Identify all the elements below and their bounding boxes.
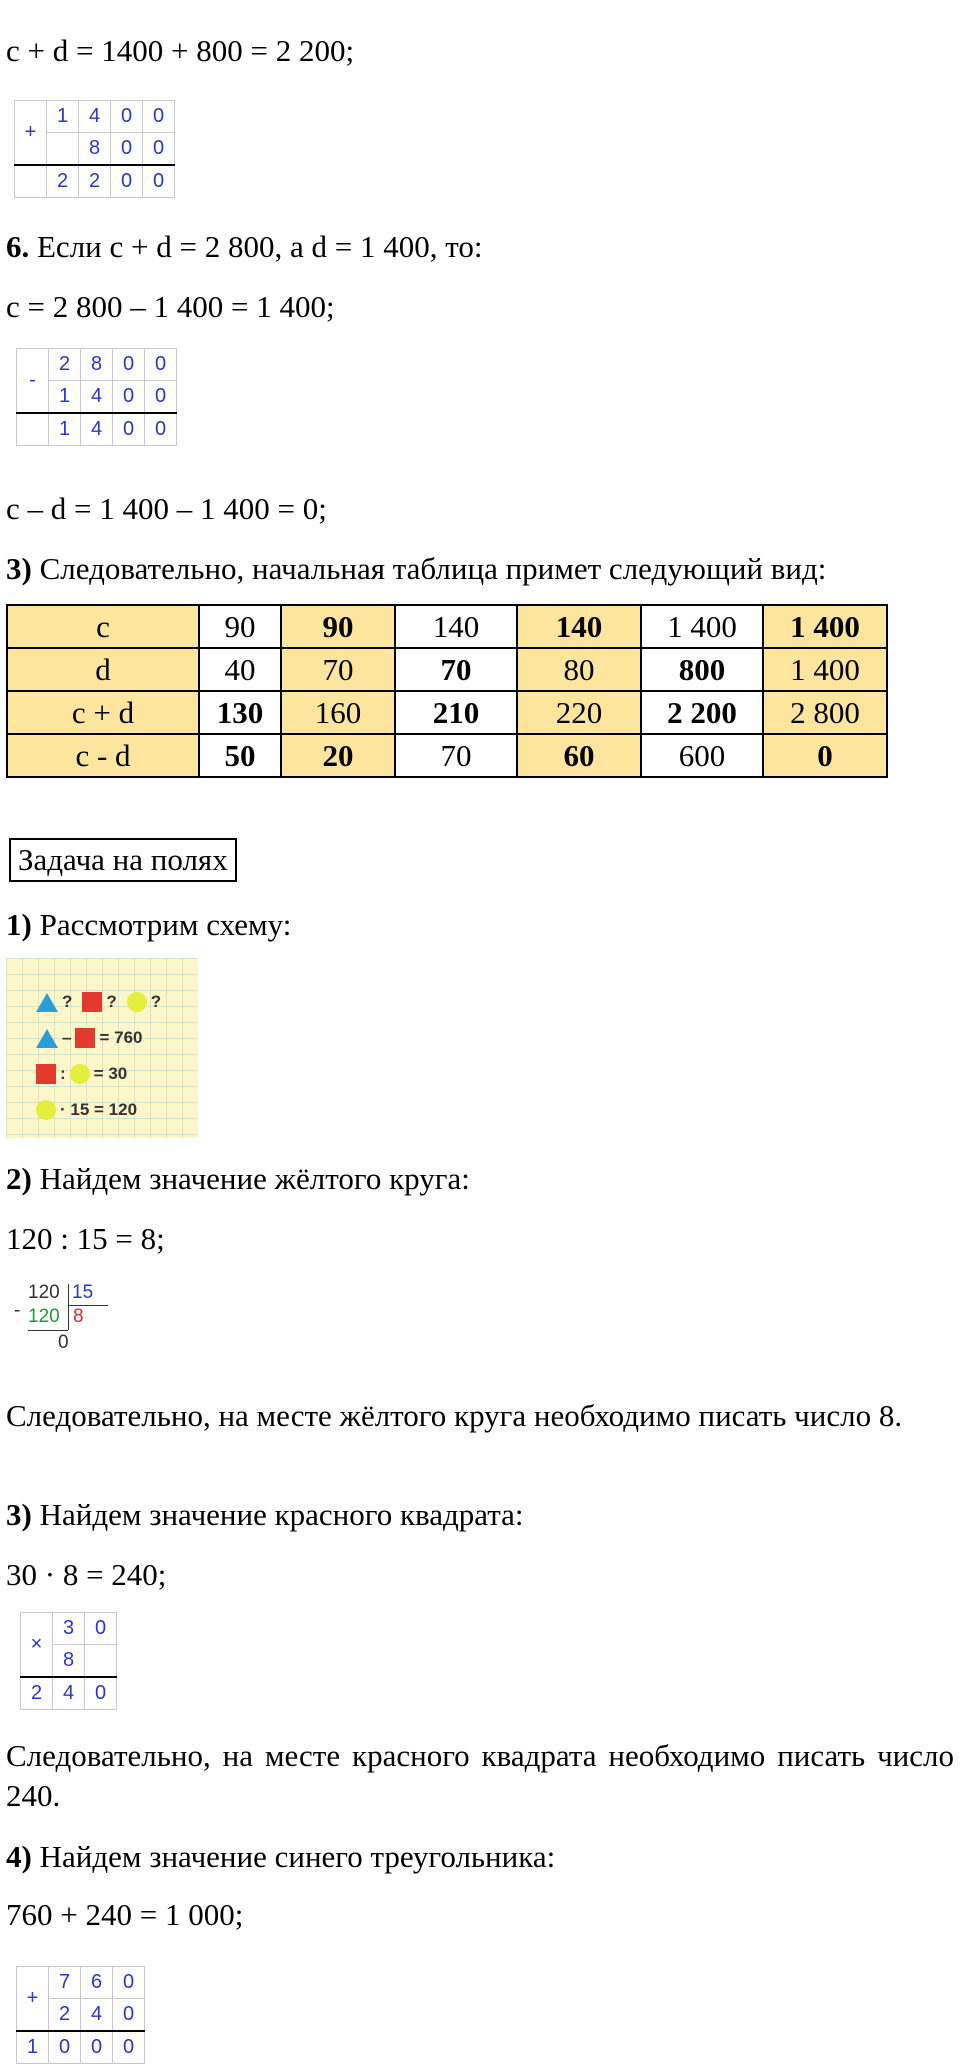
table-cell: 70 bbox=[281, 648, 395, 691]
digit: 0 bbox=[113, 1999, 145, 2032]
digit: 0 bbox=[113, 413, 145, 446]
scheme-row-1 bbox=[36, 990, 165, 1014]
equation-c: с = 2 800 – 1 400 = 1 400; bbox=[6, 289, 335, 324]
long-division bbox=[14, 1282, 114, 1362]
step-number: 1) bbox=[6, 907, 32, 942]
table-cell: 130 bbox=[199, 691, 281, 734]
digit: 8 bbox=[53, 1645, 85, 1678]
digit: 4 bbox=[79, 101, 111, 133]
table-row bbox=[7, 605, 887, 648]
digit: 4 bbox=[81, 381, 113, 414]
table-row bbox=[7, 648, 887, 691]
remainder: 0 bbox=[58, 1332, 69, 1353]
blue-triangle-icon bbox=[36, 1029, 58, 1048]
digit: 2 bbox=[49, 1999, 81, 2032]
yellow-circle-icon bbox=[70, 1064, 90, 1084]
digit: 0 bbox=[113, 381, 145, 414]
item-text: Если с + d = 2 800, а d = 1 400, то: bbox=[29, 229, 483, 264]
margin-task-title: Задача на полях bbox=[9, 838, 237, 882]
red-square-icon bbox=[75, 1028, 95, 1048]
question-mark: ? bbox=[62, 992, 73, 1011]
table-cell: 50 bbox=[199, 734, 281, 777]
column-addition-2 bbox=[16, 1966, 145, 2064]
digit: 0 bbox=[143, 101, 175, 133]
digit: 7 bbox=[49, 1967, 81, 1999]
item-3-heading bbox=[6, 550, 826, 588]
division-result-line bbox=[28, 1330, 68, 1331]
table-cell: 1 400 bbox=[763, 648, 887, 691]
minus-sign: – bbox=[62, 1028, 72, 1047]
table-cell: 2 800 bbox=[763, 691, 887, 734]
table-cell: 2 200 bbox=[641, 691, 763, 734]
row-header: d bbox=[7, 648, 199, 691]
equation-c-plus-d: c + d = 1400 + 800 = 2 200; bbox=[6, 33, 355, 68]
empty-cell bbox=[15, 165, 47, 198]
table-cell: 210 bbox=[395, 691, 517, 734]
step-3 bbox=[6, 1496, 524, 1534]
conclusion-red-square: Следовательно, на месте красного квадрата необходимо писать число 240. bbox=[6, 1738, 954, 1813]
digit: 0 bbox=[85, 1613, 117, 1645]
values-table bbox=[6, 604, 888, 778]
multiplication-equation: 30 · 8 = 240; bbox=[6, 1557, 167, 1592]
step-text: Найдем значение жёлтого круга: bbox=[31, 1161, 470, 1196]
empty-cell bbox=[17, 413, 49, 446]
digit: 1 bbox=[49, 381, 81, 414]
table-cell: 160 bbox=[281, 691, 395, 734]
scheme-row-3 bbox=[36, 1062, 131, 1086]
table-cell: 600 bbox=[641, 734, 763, 777]
digit: 1 bbox=[47, 101, 79, 133]
table-cell: 220 bbox=[517, 691, 641, 734]
table-cell: 800 bbox=[641, 648, 763, 691]
digit: 4 bbox=[81, 413, 113, 446]
table-cell: 1 400 bbox=[641, 605, 763, 648]
column-subtraction bbox=[16, 348, 177, 446]
scheme-value: = 30 bbox=[93, 1064, 128, 1083]
red-square-icon bbox=[36, 1064, 56, 1084]
digit: 0 bbox=[113, 2031, 145, 2064]
scheme-row-2 bbox=[36, 1026, 146, 1050]
digit: 0 bbox=[113, 1967, 145, 1999]
step-text: Найдем значение красного квадрата: bbox=[31, 1497, 524, 1532]
multiply-sign: × bbox=[21, 1613, 53, 1678]
step-4 bbox=[6, 1838, 555, 1876]
row-header: c bbox=[7, 605, 199, 648]
item-number: 6. bbox=[6, 229, 30, 264]
addition-equation: 760 + 240 = 1 000; bbox=[6, 1897, 244, 1932]
digit: 1 bbox=[17, 2031, 49, 2064]
digit bbox=[85, 1645, 117, 1678]
table-row bbox=[7, 734, 887, 777]
table-cell: 0 bbox=[763, 734, 887, 777]
digit: 0 bbox=[111, 165, 143, 198]
scheme-value: = 760 bbox=[99, 1028, 143, 1047]
digit: 0 bbox=[145, 413, 177, 446]
digit: 0 bbox=[145, 381, 177, 414]
step-2 bbox=[6, 1160, 470, 1198]
item-6-heading bbox=[6, 228, 482, 266]
digit: 0 bbox=[111, 133, 143, 166]
table-row bbox=[7, 691, 887, 734]
table-cell: 90 bbox=[281, 605, 395, 648]
column-addition-1 bbox=[14, 100, 175, 198]
digit: 0 bbox=[85, 1677, 117, 1710]
digit: 6 bbox=[81, 1967, 113, 1999]
row-header: c - d bbox=[7, 734, 199, 777]
digit: 0 bbox=[111, 101, 143, 133]
red-square-icon bbox=[82, 992, 102, 1012]
digit: 0 bbox=[145, 349, 177, 381]
digit: 2 bbox=[79, 165, 111, 198]
scheme-value: · 15 = 120 bbox=[60, 1100, 138, 1119]
digit: 4 bbox=[81, 1999, 113, 2032]
digit: 2 bbox=[21, 1677, 53, 1710]
equation-c-minus-d: с – d = 1 400 – 1 400 = 0; bbox=[6, 491, 327, 526]
yellow-circle-icon bbox=[36, 1100, 56, 1120]
minus-sign: - bbox=[17, 349, 49, 414]
step-number: 3) bbox=[6, 1497, 32, 1532]
step-1 bbox=[6, 906, 291, 944]
step-text: Найдем значение синего треугольника: bbox=[31, 1839, 556, 1874]
table-cell: 1 400 bbox=[763, 605, 887, 648]
yellow-circle-icon bbox=[127, 992, 147, 1012]
digit: 8 bbox=[81, 349, 113, 381]
digit bbox=[47, 133, 79, 166]
table-cell: 70 bbox=[395, 648, 517, 691]
digit: 0 bbox=[143, 133, 175, 166]
digit: 2 bbox=[49, 349, 81, 381]
table-cell: 60 bbox=[517, 734, 641, 777]
plus-sign: + bbox=[17, 1967, 49, 2032]
division-vertical-line bbox=[68, 1284, 69, 1330]
division-sign: : bbox=[60, 1064, 66, 1083]
table-cell: 140 bbox=[395, 605, 517, 648]
division-horizontal-line bbox=[68, 1305, 108, 1306]
digit: 3 bbox=[53, 1613, 85, 1645]
table-cell: 70 bbox=[395, 734, 517, 777]
digit: 0 bbox=[49, 2031, 81, 2064]
table-cell: 80 bbox=[517, 648, 641, 691]
blue-triangle-icon bbox=[36, 993, 58, 1012]
digit: 0 bbox=[81, 2031, 113, 2064]
dividend: 120 bbox=[28, 1282, 60, 1303]
minus-sign: - bbox=[14, 1300, 21, 1321]
subtrahend: 120 bbox=[28, 1306, 60, 1327]
plus-sign: + bbox=[15, 101, 47, 166]
item-text: Следовательно, начальная таблица примет следующий вид: bbox=[31, 551, 827, 586]
step-number: 4) bbox=[6, 1839, 32, 1874]
quotient: 8 bbox=[73, 1306, 84, 1327]
digit: 4 bbox=[53, 1677, 85, 1710]
step-number: 2) bbox=[6, 1161, 32, 1196]
item-number: 3) bbox=[6, 551, 32, 586]
table-cell: 20 bbox=[281, 734, 395, 777]
column-multiplication bbox=[20, 1612, 117, 1710]
divisor: 15 bbox=[72, 1282, 94, 1303]
table-cell: 140 bbox=[517, 605, 641, 648]
table-cell: 90 bbox=[199, 605, 281, 648]
digit: 0 bbox=[113, 349, 145, 381]
step-text: Рассмотрим схему: bbox=[31, 907, 292, 942]
division-equation: 120 : 15 = 8; bbox=[6, 1221, 165, 1256]
digit: 0 bbox=[143, 165, 175, 198]
row-header: c + d bbox=[7, 691, 199, 734]
scheme-card bbox=[6, 958, 198, 1138]
question-mark: ? bbox=[150, 992, 162, 1011]
scheme-row-4 bbox=[36, 1098, 141, 1122]
question-mark: ? bbox=[106, 992, 117, 1011]
digit: 8 bbox=[79, 133, 111, 166]
conclusion-yellow-circle: Следовательно, на месте жёлтого круга необходимо писать число 8. bbox=[6, 1398, 903, 1433]
digit: 2 bbox=[47, 165, 79, 198]
digit: 1 bbox=[49, 413, 81, 446]
table-cell: 40 bbox=[199, 648, 281, 691]
